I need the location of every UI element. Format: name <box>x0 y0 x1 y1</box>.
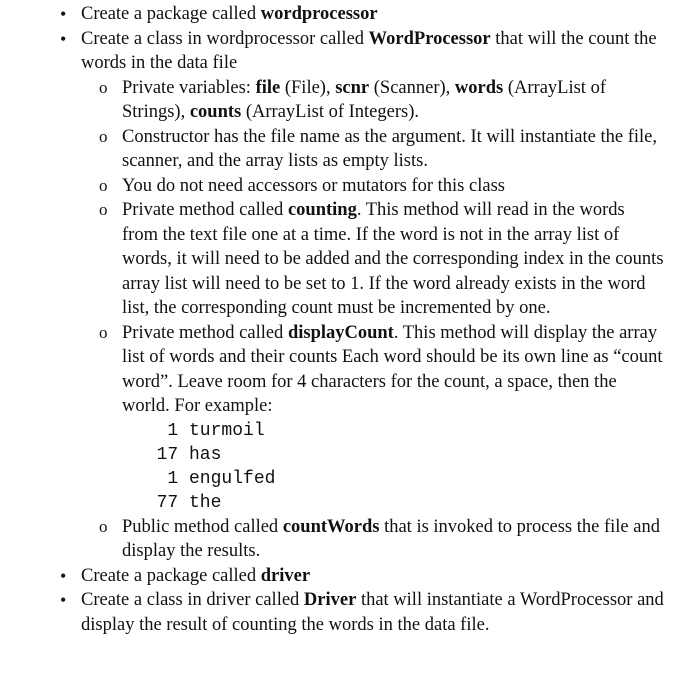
sub-item-no-accessors <box>0 174 695 199</box>
code-example-line: 1 engulfed <box>135 468 276 489</box>
circle-bullet-icon: o <box>99 77 108 97</box>
text-run: that will the count the words in the data file <box>81 28 657 73</box>
sub-item-countwords-method <box>0 515 695 564</box>
text-run: Create a package called <box>81 565 261 586</box>
code-example-line: 77 the <box>135 492 222 513</box>
text-run: Constructor has the file name as the argument. It will instantiate the file, scanner, and the array lists as empty lists. <box>122 126 657 171</box>
bold-text-run: wordprocessor <box>260 4 378 24</box>
circle-bullet-icon: o <box>99 516 108 536</box>
text-run: (File), <box>280 77 336 98</box>
text-run: (ArrayList of Strings), <box>122 77 606 122</box>
bold-text-run: displayCount <box>287 322 394 343</box>
text-run: Create a class in driver called <box>81 590 304 610</box>
bullet-item-create-package-wordprocessor <box>0 2 695 27</box>
bullet-icon: • <box>60 28 67 49</box>
bullet-item-create-package-driver <box>0 564 695 589</box>
bullet-icon: • <box>60 4 67 24</box>
circle-bullet-icon: o <box>99 126 108 146</box>
text-run: Create a class in wordprocessor called <box>81 28 369 49</box>
bold-text-run: words <box>454 77 504 98</box>
text-run: . This method will read in the words from the text file one at a time. If the word is not in the array list of words, it will need to be added and the corresponding index in the counts array list will need to be set to 1. If the word already exists in the word list, the corresponding count must be incremented by one. <box>122 200 664 318</box>
text-run: You do not need accessors or mutators for this class <box>122 175 505 196</box>
sub-item-constructor <box>0 125 695 174</box>
bold-text-run: WordProcessor <box>368 28 491 49</box>
text-run: (ArrayList of Integers). <box>241 102 419 122</box>
bullet-item-create-class-wordprocessor <box>0 27 695 76</box>
text-run: Private method called <box>122 200 288 220</box>
sub-item-counting-method <box>0 198 695 321</box>
bold-text-run: Driver <box>303 590 357 610</box>
circle-bullet-icon: o <box>99 200 108 219</box>
bullet-icon: • <box>60 590 67 610</box>
code-example-line: 1 turmoil <box>135 420 265 441</box>
bullet-item-create-class-driver <box>0 588 695 637</box>
circle-bullet-icon: o <box>99 175 108 195</box>
bold-text-run: scnr <box>335 77 370 98</box>
circle-bullet-icon: o <box>99 322 108 342</box>
text-run: Create a package called <box>81 4 261 24</box>
bold-text-run: countWords <box>282 516 380 537</box>
text-run: Private method called <box>122 322 288 343</box>
text-run: that is invoked to process the file and display the results. <box>122 516 660 561</box>
code-example-line: 17 has <box>135 444 222 465</box>
bold-text-run: driver <box>260 565 311 586</box>
sub-item-private-variables <box>0 76 695 125</box>
text-run: (Scanner), <box>369 77 455 98</box>
text-run: . This method will display the array list of words and their counts Each word should be its own line as “count word”. Leave room for 4 characters for the count, a space, then the world. For example: <box>122 322 663 416</box>
text-run: Private variables: <box>122 77 256 98</box>
bold-text-run: counts <box>189 102 242 122</box>
bullet-icon: • <box>60 565 67 586</box>
bold-text-run: file <box>255 77 281 98</box>
text-run: that will instantiate a WordProcessor and display the result of counting the words in the data file. <box>81 590 664 635</box>
text-run: Public method called <box>122 516 283 537</box>
bold-text-run: counting <box>287 200 357 220</box>
sub-item-displaycount-method <box>0 321 695 419</box>
